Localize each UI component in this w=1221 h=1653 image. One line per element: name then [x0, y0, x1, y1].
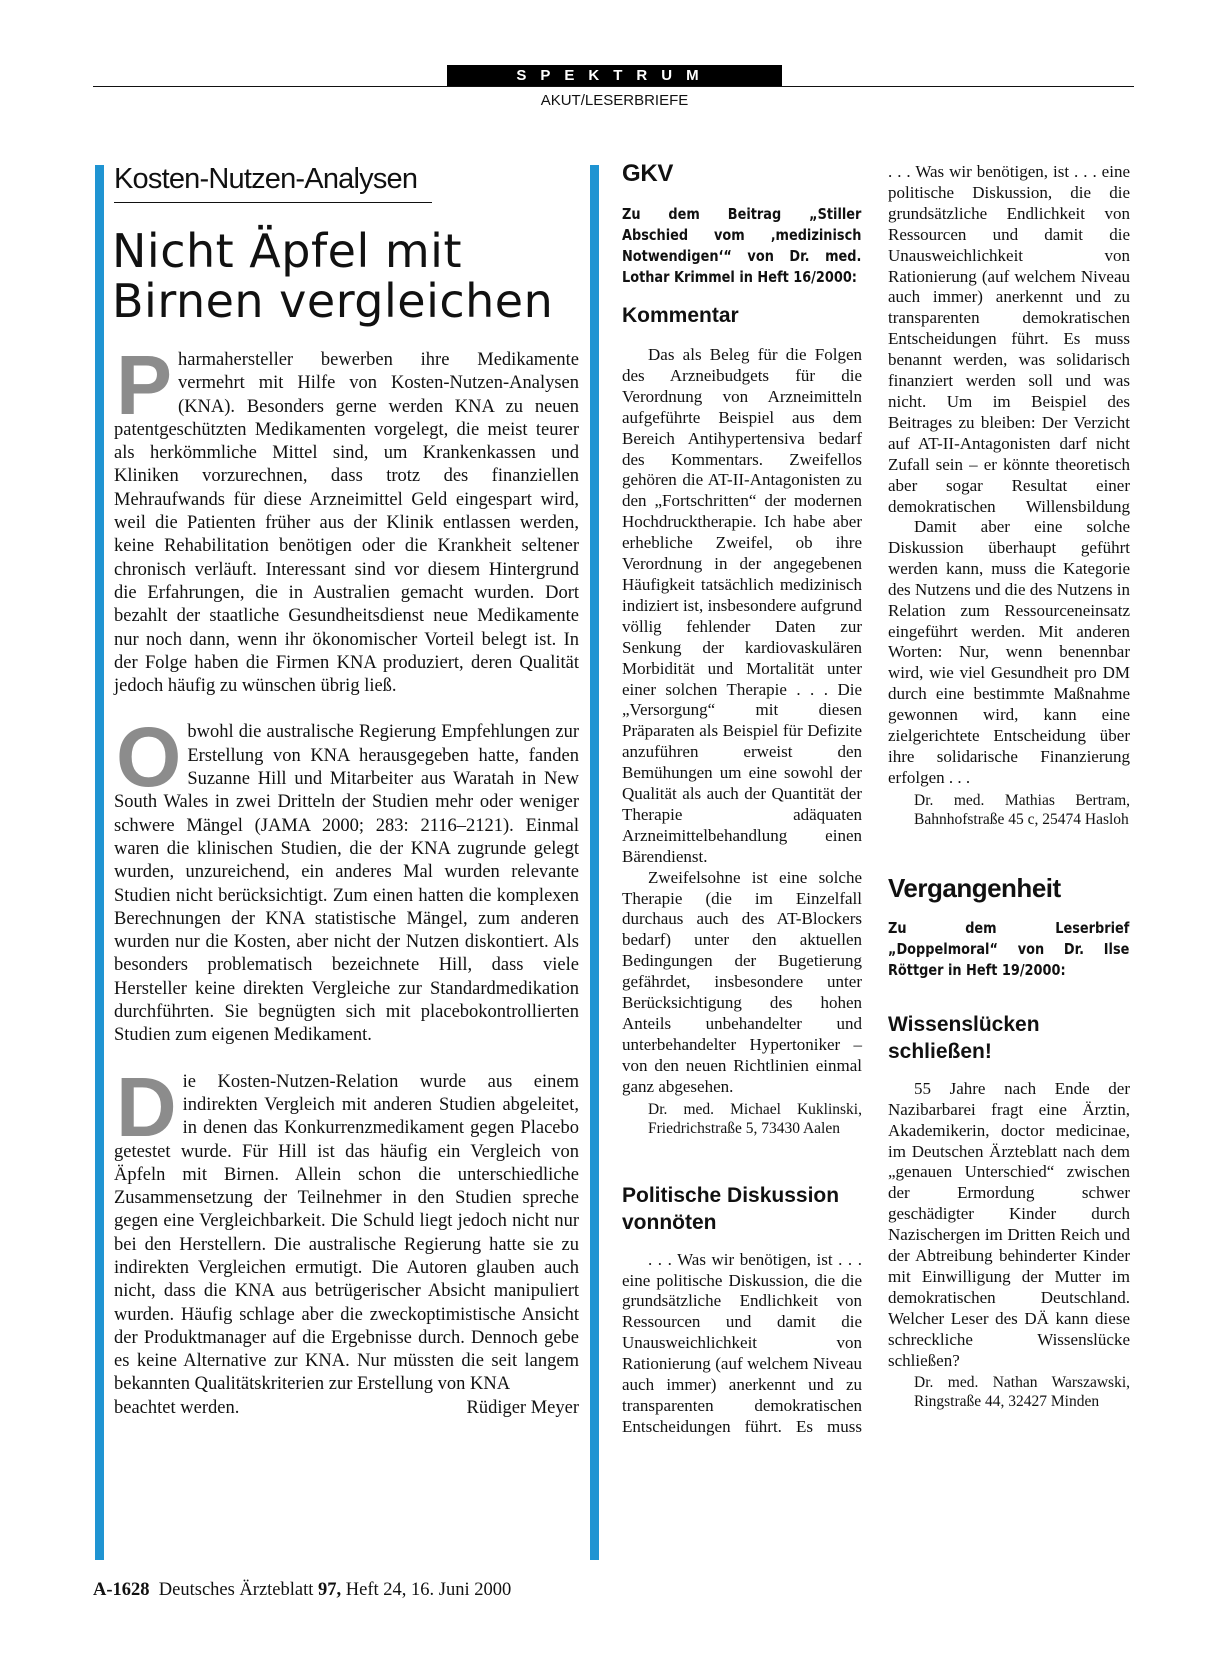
letters-column-middle [622, 160, 862, 1438]
headline-line-1: Nicht Äpfel mit [112, 224, 462, 278]
drop-cap: P [116, 338, 171, 432]
page-number: A-1628 [93, 1580, 150, 1600]
drop-cap: O [116, 710, 180, 805]
article-headline [112, 226, 582, 326]
article-paragraph-1: Pharmahersteller bewerben ihre Medikamente vermehrt mit Hilfe von Kosten-Nutzen-Analysen (KNA). Besonders gerne werden KNA zu neuen patentgeschützten Medikamenten vorgelegt, die meist teurer als herkömmliche Mittel sind, um Krankenkassen und Kliniken vorzurechnen, dass trotz des finanziellen Mehraufwands für diese Arzneimittel Geld eingespart wird, weil die Patienten früher aus der Klinik entlassen werden, keine Rehabilitation benötigen oder die Krankheit seltener chronisch verläuft. Interessant sind vor diesem Hintergrund die Erfahrungen, die in Australien gemacht wurden. Dort bezahlt der staatliche Gesundheitsdienst neue Medikamente nur noch dann, wenn ihr ökonomischer Vorteil belegt ist. In der Folge haben die Firmen KNA produziert, deren Qualität jedoch häufig zu wünschen übrig ließ. [114, 338, 579, 697]
letter-paragraph: 55 Jahre nach Ende der Nazibarbarei fragt eine Ärztin, Akademikerin, doctor medicinae, im Deutschen Ärzteblatt nach dem „genauen Unterschied“ zwischen der Ermordung schwer geschädigter Kinder durch Nazischergen im Dritten Reich und der Abtreibung behinderter Kinder mit Einwilligung der Mutter im demokratischen Deutschland. Welcher Leser des DÄ kann diese schreckliche Wissenslücke schließen? [888, 1078, 1130, 1370]
letter-title-kommentar: Kommentar [622, 304, 739, 327]
middle-column-accent-rule [590, 165, 599, 1560]
letter-paragraph: . . . Was wir benötigen, ist . . . eine politische Diskussion, die die grundsätzliche Endlichkeit von Ressourcen und damit die Unausweichlichkeit von Rationierung (auf welchem Niveau auch immer) anerkennt und zu transparenten demokratischen Entscheidungen führt. Es muss [622, 1249, 862, 1436]
letter-paragraph: Damit aber eine solche Diskussion überhaupt geführt werden kann, muss die Kategorie des Nutzens und die des Nutzens in Relation zum Ressourceneinsatz eingeführt werden. Mit anderen Worten: Nur, wenn benennbar wird, wie viel Gesundheit pro DM durch eine bestimmte Maßnahme gewonnen wird, kann eine zielgerichtete Entscheidung über ihre solidarische Finanzierung erfolgen . . . [888, 517, 1130, 787]
letter-reference: Zu dem Beitrag „Stiller Abschied vom ‚medizinisch Notwendigen‘“ von Dr. med. Lothar Krimmel in Heft 16/2000: [622, 205, 862, 286]
header-rule [93, 86, 1134, 87]
article-paragraph-2: Obwohl die australische Regierung Empfehlungen zur Erstellung von KNA herausgegeben hatte, fanden Suzanne Hill und Mitarbeiter aus Waratah in New South Wales in zwei Dritteln der Studien mehr oder weniger schwere Mängel (JAMA 2000; 283: 2116–2121). Einmal waren die klinischen Studien, die der KNA zugrunde gelegt wurden, unzureichend, ein anderes Mal wurden relevante Studien nicht berücksichtigt. Zum einen hatten die komplexen Berechnungen der KNA statistische Mängel, zum anderen wurden nur die Kosten, aber nicht der Nutzen diskontiert. Als besonders problematisch bezeichnete Hill, dass viele Hersteller keine direkten Vergleiche zur Standardmedikation durchführten. Sie begnügten sich mit placebokontrollierten Studien zum eigenen Medikament. [114, 710, 579, 1046]
journal-issue: Heft 24, 16. Juni 2000 [345, 1580, 512, 1600]
letter-reference: Zu dem Leserbrief „Doppelmoral“ von Dr. Ilse Röttger in Heft 19/2000: [888, 918, 1130, 979]
article-author-line: beachtet werden. Rüdiger Meyer [114, 1397, 579, 1420]
left-column-accent-rule [95, 165, 104, 1560]
drop-cap: D [116, 1059, 175, 1154]
headline-line-2: Birnen vergleichen [112, 274, 554, 328]
letters-heading-vergangenheit: Vergangenheit [888, 872, 1061, 903]
page-footer [93, 1580, 511, 1601]
letters-column-right [888, 162, 1130, 1411]
letter-title-politische-diskussion: Politische Diskussion vonnöten [622, 1183, 840, 1234]
subsection-label: AKUT/LESERBRIEFE [540, 92, 689, 109]
section-label: SPEKTRUM [447, 65, 782, 86]
kicker-underline [114, 202, 432, 203]
letter-signature: Dr. med. Nathan Warszawski, Ringstraße 44, 32427 Minden [914, 1374, 1130, 1411]
letter-signature: Dr. med. Mathias Bertram, Bahnhofstraße 45 c, 25474 Hasloh [914, 791, 1130, 828]
letter-paragraph: Das als Beleg für die Folgen des Arzneibudgets für die Verordnung von Arzneimitteln aufgeführte Beispiel aus dem Bereich Antihypertensiva bedarf des Kommentars. Zweifellos gehören die AT-II-Antagonisten zu den „Fortschritten“ der modernen Hochdrucktherapie. Ich habe aber erhebliche Zweifel, ob ihre Verordnung in der angegebenen Häufigkeit tatsächlich medizinisch indiziert ist, insbesondere aufgrund völlig fehlender Daten zur Senkung der kardiovaskulären Morbidität und Mortalität unter einer solchen Therapie . . . Die „Versorgung“ mit diesen Präparaten als Beispiel für Defizite anzuführen erweist den Bemühungen um eine sowohl der Qualität als auch der Quantität der Therapie adäquaten Arzneimittelbehandlung einen Bärendienst. [622, 345, 862, 866]
letter-title-wissensluecken: Wissenslücken schließen! [888, 1012, 1040, 1063]
letters-heading-gkv: GKV [622, 160, 674, 187]
letter-signature: Dr. med. Michael Kuklinski, Friedrichstraße 5, 73430 Aalen [648, 1100, 862, 1137]
article-kicker: Kosten-Nutzen-Analysen [114, 163, 418, 195]
letter-paragraph: Zweifelsohne ist eine solche Therapie (die im Einzelfall durchaus auch des AT-Blockers bedarf) unter den aktuellen Bedingungen der Bugetierung gefährdet, insbesondere unter Berücksichtigung des hohen Anteils unbehandelter und unterbehandelter Hypertoniker – von den neuen Richtlinien einmal ganz abgesehen. [622, 867, 862, 1096]
journal-name: Deutsches Ärzteblatt [158, 1580, 314, 1600]
letter-paragraph-continued: . . . Was wir benötigen, ist . . . eine politische Diskussion, die die grundsätzliche Endlichkeit von Ressourcen und damit die Unausweichlichkeit von Rationierung (auf welchem Niveau auch immer) anerkennt und zu transparenten demokratischen Entscheidungen führt. Es muss benannt werden, was solidarisch finanziert werden soll und was nicht. Um im Beispiel des Beitrages zu bleiben: Der Verzicht auf AT-II-Antagonisten darf nicht Zufall sein – er könnte theoretisch aber sogar Resultat einer demokratischen Willensbildung [888, 162, 1130, 516]
article-paragraph-3: Die Kosten-Nutzen-Relation wurde aus einem indirekten Vergleich mit anderen Studien abgeleitet, in denen das Konkurrenzmedikament gegen Placebo getestet wurde. Für Hill ist das häufig ein Vergleich von Äpfeln mit Birnen. Allein schon die unterschiedliche Zusammensetzung der Teilnehmer in den Studien spreche gegen eine Vergleichbarkeit. Die Schuld liegt jedoch nicht nur bei den Herstellern. Die australische Regierung hatte sie zu indirekten Vergleichen ermutigt. Die Autoren glauben auch nicht, dass die KNA aus betrügerischer Absicht manipuliert wurden. Häufig schlage aber die zweckoptimistische Ansicht der Produktmanager auf die Ergebnisse durch. Dennoch gebe es keine Alternative zur KNA. Nur müssten die seit langem bekannten Qualitätskriterien zur Erstellung von KNA [114, 1059, 579, 1395]
journal-volume: 97, [318, 1580, 342, 1600]
article-author: Rüdiger Meyer [466, 1397, 579, 1418]
article-body [114, 338, 579, 1420]
